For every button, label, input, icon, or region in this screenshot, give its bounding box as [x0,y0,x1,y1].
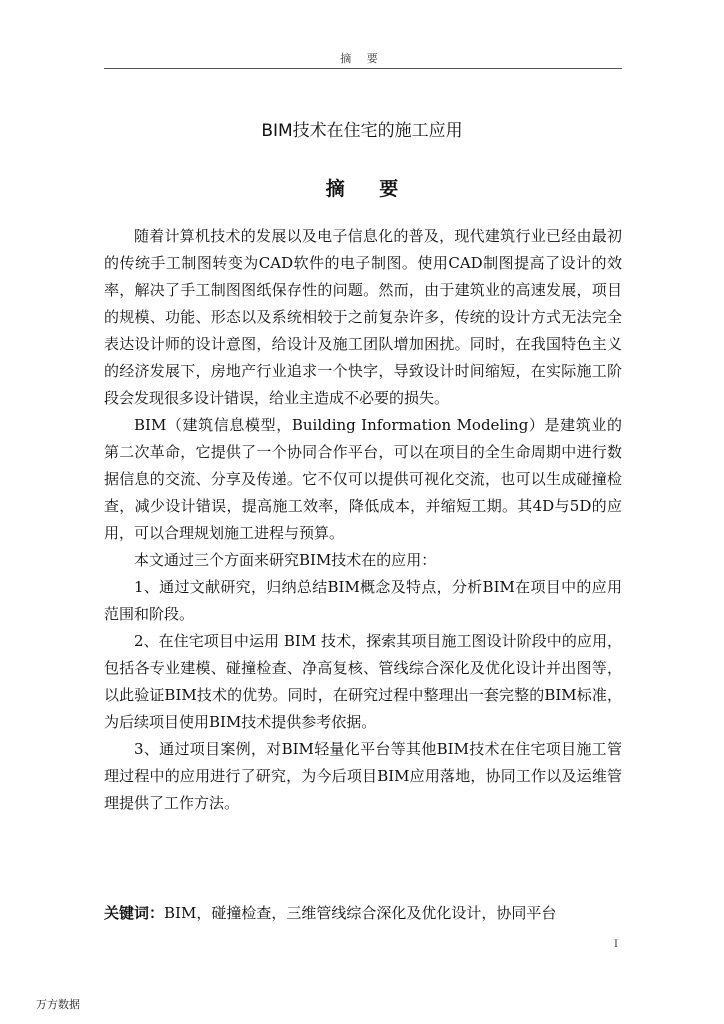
abstract-paragraph: 3、通过项目案例，对BIM轻量化平台等其他BIM技术在住宅项目施工管理过程中的应用进行了研究，为今后项目BIM应用落地，协同工作以及运维管理提供了工作方法。 [104,740,622,812]
document-title: BIM技术在住宅的施工应用 [261,121,463,141]
abstract-heading: 摘 要 [325,178,413,200]
abstract-paragraph: BIM（建筑信息模型，Building Information Modeling）是建筑业的第二次革命，它提供了一个协同合作平台，可以在项目的全生命周期中进行数据信息的交流、分享及传递。它不仅可以提供可视化交流，也可以生成碰撞检查，减少设计错误，提高施工效率，降低成本，并缩短工期。其4D与5D的应用，可以合理规划施工进程与预算。 [104,416,622,542]
source-watermark: 万方数据 [36,998,80,1011]
keywords-text: BIM，碰撞检查，三维管线综合深化及优化设计，协同平台 [164,904,557,922]
abstract-paragraph: 1、通过文献研究，归纳总结BIM概念及特点，分析BIM在项目中的应用范围和阶段。 [104,578,622,623]
page-number: I [614,939,618,950]
abstract-paragraph: 本文通过三个方面来研究BIM技术在的应用： [134,551,437,569]
running-header: 摘 要 [340,52,384,65]
abstract-paragraph: 随着计算机技术的发展以及电子信息化的普及，现代建筑行业已经由最初的传统手工制图转变为CAD软件的电子制图。使用CAD制图提高了设计的效率，解决了手工制图图纸保存性的问题。然而，由于建筑业的高速发展，项目的规模、功能、形态以及系统相较于之前复杂许多，传统的设计方式无法完全表达设计师的设计意图，给设计及施工团队增加困扰。同时，在我国特色主义的经济发展下，房地产行业追求一个快字，导致设计时间缩短，在实际施工阶段会发现很多设计错误，给业主造成不必要的损失。 [104,227,622,407]
keywords-label: 关键词： [104,904,165,922]
abstract-body [104,223,622,817]
keywords-line [104,900,634,927]
abstract-paragraph: 2、在住宅项目中运用 BIM 技术，探索其项目施工图设计阶段中的应用，包括各专业建模、碰撞检查、净高复核、管线综合深化及优化设计并出图等，以此验证BIM技术的优势。同时，在研究过程中整理出一套完整的BIM标准，为后续项目使用BIM技术提供参考依据。 [104,632,622,731]
header-divider [104,68,622,69]
